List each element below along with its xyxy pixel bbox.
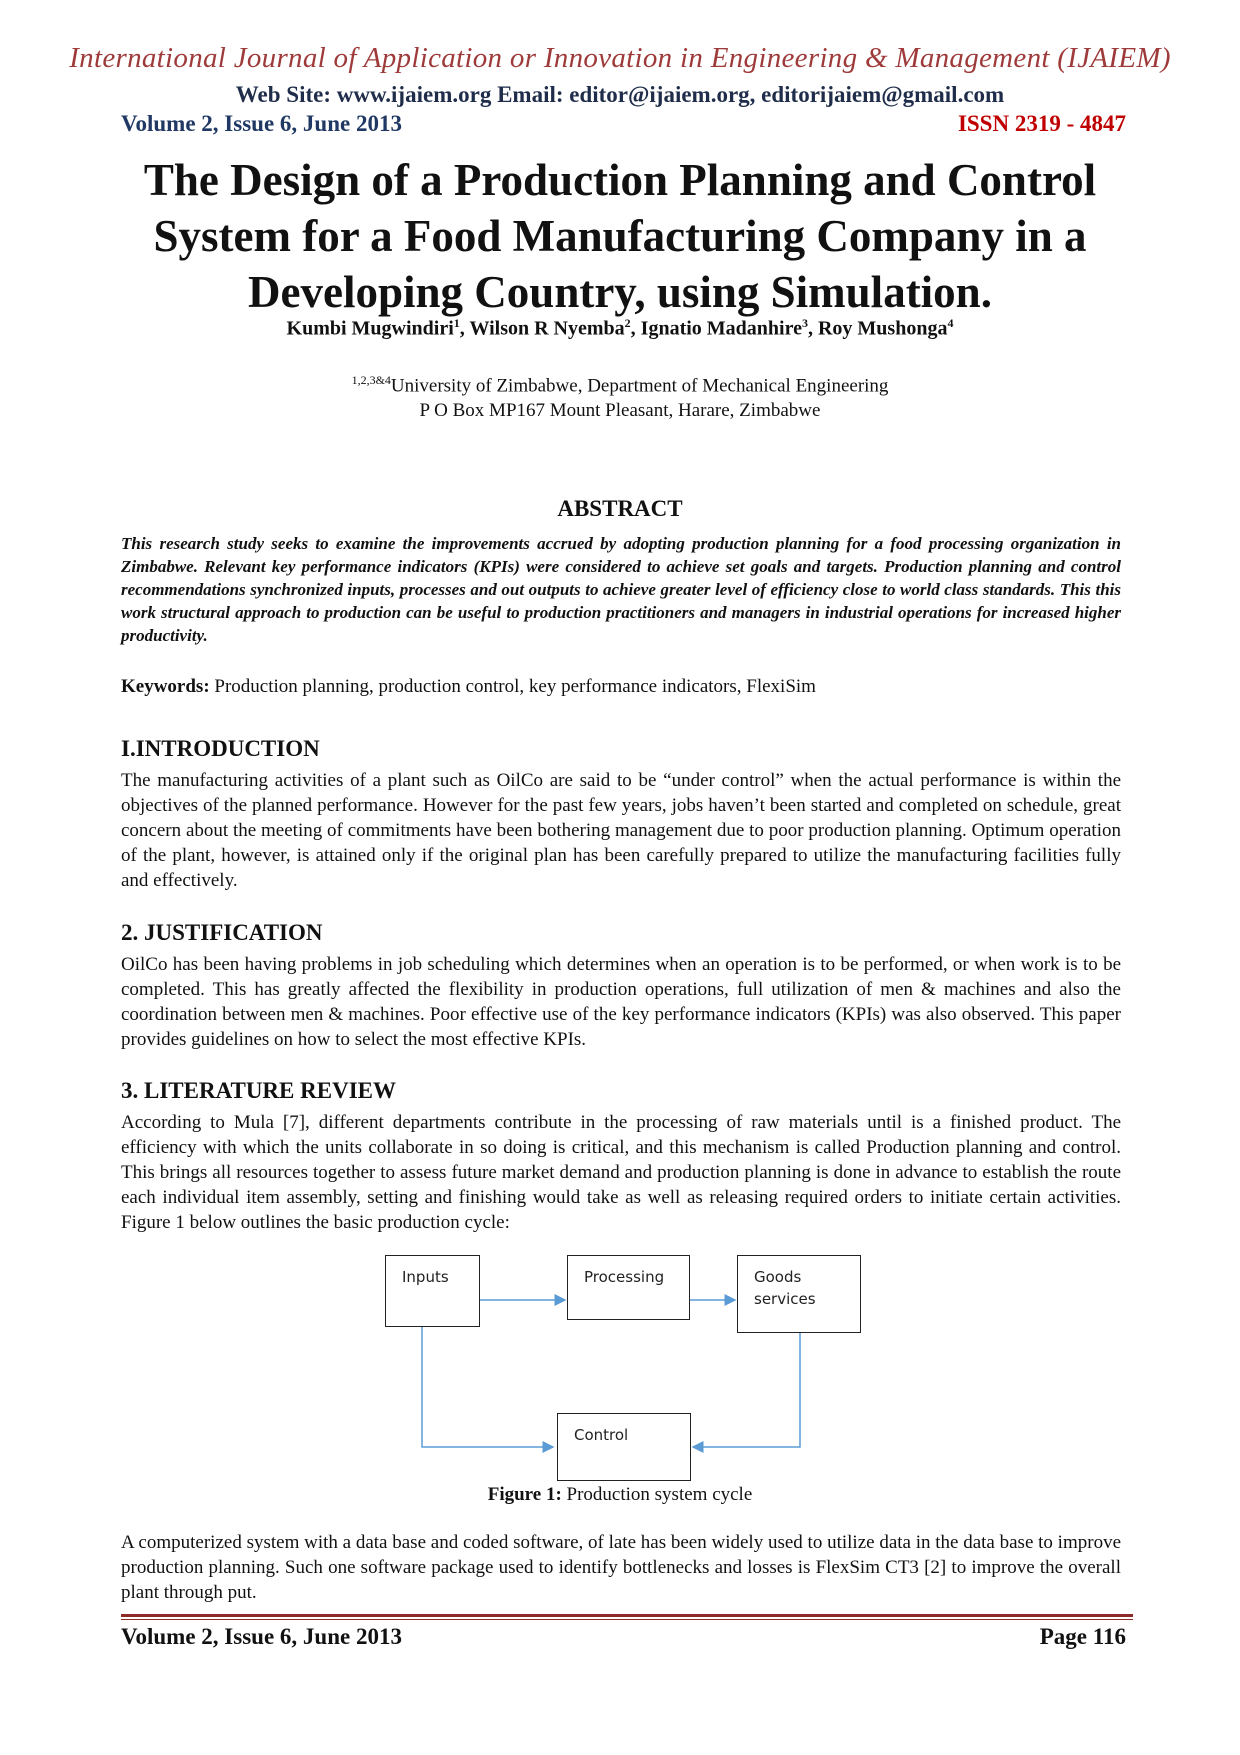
introduction-text: The manufacturing activities of a plant such as OilCo are said to be “under control” when the actual performance is within the objectives of the planned performance. However for the past few years, jobs haven’t been started and completed on schedule, great concern about the meeting of commitments have been bothering management due to poor production planning. Optimum operation of the plant, however, is attained only if the original plan has been carefully prepared to utilize the manufacturing facilities fully and effectively. bbox=[121, 770, 1121, 891]
post-figure-text: A computerized system with a data base and coded software, of late has been widely used to utilize data in the data base to improve production planning. Such one software package used to identify bottlenecks and losses is FlexSim CT3 [2] to improve the overall plant through put. bbox=[121, 1532, 1121, 1603]
footer-volume: Volume 2, Issue 6, June 2013 bbox=[121, 1624, 402, 1649]
arrow-goods-to-control bbox=[693, 1333, 800, 1447]
keywords-label: Keywords: bbox=[121, 676, 210, 697]
goods-services-box bbox=[737, 1255, 861, 1333]
author-name: Roy Mushonga bbox=[817, 317, 948, 340]
justification-text: OilCo has been having problems in job scheduling which determines when an operation is to be performed, or when work is to be completed. This has greatly affected the flexibility in production operations, full utilization of men & machines and also the coordination between men & machines. Poor effective use of the key performance indicators (KPIs) was also observed. This paper provides guidelines on how to select the most effective KPIs. bbox=[121, 954, 1121, 1050]
section-heading-introduction: I.INTRODUCTION bbox=[121, 736, 320, 761]
literature-review-text: According to Mula [7], different departments contribute in the processing of raw materials until is a finished product. The efficiency with which the units collaborate in so doing is critical, and this mechanism is called Production planning and control. This brings all resources together to assess future market demand and production planning is done in advance to establish the route each individual item assembly, setting and finishing would take as well as releasing required orders to initiate certain activities. Figure 1 below outlines the basic production cycle: bbox=[121, 1112, 1121, 1233]
author-name: Ignatio Madanhire bbox=[640, 317, 802, 340]
section-heading-justification: 2. JUSTIFICATION bbox=[121, 920, 323, 945]
affiliation-sup: 1,2,3&4 bbox=[351, 373, 391, 387]
affiliation bbox=[0, 368, 1240, 423]
services-label: services bbox=[754, 1290, 816, 1308]
affiliation-line-2: P O Box MP167 Mount Pleasant, Harare, Zimbabwe bbox=[419, 400, 821, 422]
author-sup: 4 bbox=[947, 316, 954, 330]
processing-label: Processing bbox=[584, 1268, 665, 1286]
affiliation-line-1: University of Zimbabwe, Department of Mechanical Engineering bbox=[390, 375, 889, 397]
footer-page-number: Page 116 bbox=[1039, 1624, 1126, 1649]
inputs-box bbox=[385, 1255, 480, 1327]
control-box bbox=[557, 1413, 691, 1481]
processing-box bbox=[567, 1255, 690, 1320]
author-sup: 3 bbox=[801, 316, 808, 330]
author-separator: , bbox=[807, 317, 818, 340]
author-sup: 1 bbox=[453, 316, 460, 330]
keywords-text: Production planning, production control, key performance indicators, FlexiSim bbox=[209, 676, 816, 697]
author-name: Wilson R Nyemba bbox=[469, 317, 625, 340]
goods-label: Goods bbox=[754, 1268, 802, 1286]
header-volume: Volume 2, Issue 6, June 2013 bbox=[121, 111, 402, 136]
author-sup: 2 bbox=[624, 316, 631, 330]
journal-website: Web Site: www.ijaiem.org Email: editor@ijaiem.org, editorijaiem@gmail.com bbox=[235, 82, 1005, 107]
journal-name: International Journal of Application or Innovation in Engineering & Management (IJAIEM) bbox=[69, 42, 1171, 74]
author-separator: , bbox=[630, 317, 641, 340]
author-separator: , bbox=[459, 317, 470, 340]
footer-rule-thick bbox=[121, 1614, 1133, 1617]
author-name: Kumbi Mugwindiri bbox=[286, 317, 454, 340]
section-heading-literature-review: 3. LITERATURE REVIEW bbox=[121, 1078, 396, 1103]
paper-title: The Design of a Production Planning and Control System for a Food Manufacturing Company in a Developing Country, using Simulation. bbox=[143, 155, 1097, 317]
abstract-heading: ABSTRACT bbox=[557, 496, 683, 521]
figure-caption bbox=[0, 1484, 1240, 1506]
control-label: Control bbox=[574, 1426, 629, 1444]
author-list bbox=[0, 316, 1240, 341]
figure-caption-text: Production system cycle bbox=[561, 1484, 753, 1505]
footer-rule-thin bbox=[121, 1619, 1133, 1620]
figure-caption-label: Figure 1: bbox=[487, 1484, 562, 1505]
keywords bbox=[121, 676, 1121, 698]
production-cycle-diagram bbox=[385, 1255, 875, 1465]
header-issn: ISSN 2319 - 4847 bbox=[957, 111, 1126, 136]
arrow-inputs-to-control bbox=[422, 1327, 553, 1447]
abstract-text: This research study seeks to examine the improvements accrued by adopting production planning for a food processing organization in Zimbabwe. Relevant key performance indicators (KPIs) were considered to achieve set goals and targets. Production planning and control recommendations synchronized inputs, processes and out outputs to achieve greater level of efficiency close to world class standards. This this work structural approach to production can be useful to production practitioners and managers in industrial operations for increased higher productivity. bbox=[121, 534, 1121, 645]
inputs-label: Inputs bbox=[402, 1268, 449, 1286]
